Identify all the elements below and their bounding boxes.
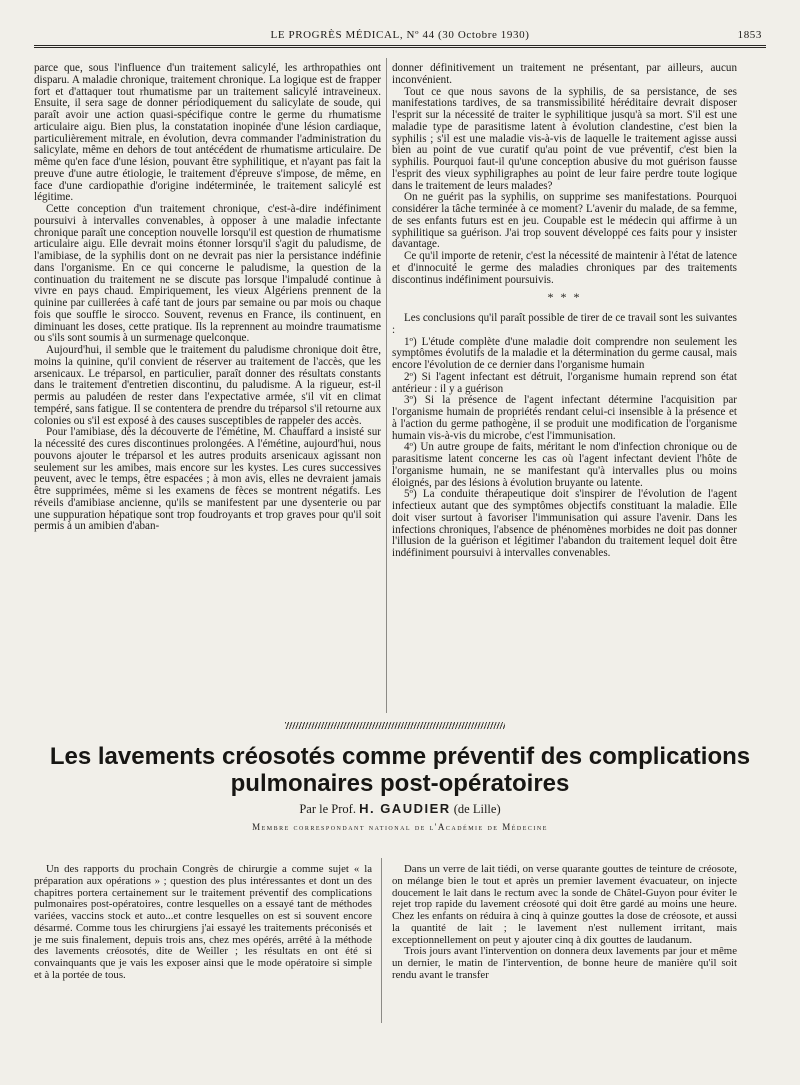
paragraph: Trois jours avant l'intervention on donnera deux lavements par jour et même un dernier, le matin de l'intervention, de bonne heure de manière qu'il soit rendu avant le transfer [392, 945, 737, 981]
paragraph: Dans un verre de lait tiédi, on verse quarante gouttes de teinture de créosote, on mélange bien le tout et après un premier lavement évacuateur, on injecte doucement le lait dans le rectum avec la sonde de Châtel-Guyon pour éviter le rejet trop rapide du lavement créosoté qui doit être gardé au moins une heure. Chez les enfants on réduira à cinq à quinze gouttes la dose de créosote, et aussi la quantité de lait ; le lavement n'est nullement irritant, mais exceptionnellement on peut y ajouter cinq à dix gouttes de laudanum. [392, 863, 737, 946]
conclusion-item: 4º) Un autre groupe de faits, méritant le nom d'infection chronique ou de parasitisme latent concerne les cas où l'agent infectant devient l'hôte de l'organisme humain, ne se manifestant qu'à intervalles plus ou moins éloignés, par des lésions à évolution bruyante ou latente. [392, 441, 737, 489]
page-number: 1853 [737, 29, 762, 41]
right-column-bottom [392, 864, 737, 982]
header-rule [34, 45, 766, 46]
paragraph: Un des rapports du prochain Congrès de chirurgie a comme sujet « la préparation aux opérations » ; question des plus intéressantes et dont un des chapitres portera certainement sur le traitement préventif des complications pulmonaires post-opératoires, contre lesquelles on a essayé tant de méthodes variées, vaccins stock et auto...et contre lesquelles on est si souvent encore désarmé. Comme tous les chirurgiens j'ai essayé les traitements préconisés et je me suis finalement, depuis trois ans, chez mes opérés, arrêté à la méthode des lavements créosotés, dite de Weiller ; les résultats en ont été si convainquants que je vais les exposer ainsi que le mode opératoire si simple et à la portée de tous. [34, 863, 372, 981]
left-column-top [34, 63, 381, 533]
article-title-line-2: pulmonaires post-opératoires [230, 770, 570, 797]
article-title [20, 743, 780, 797]
left-column-bottom [34, 864, 372, 982]
paragraph: donner définitivement un traitement ne présentant, par ailleurs, aucun inconvénient. [392, 62, 737, 86]
conclusion-item: 2º) Si l'agent infectant est détruit, l'organisme humain reprend son état antérieur : il y a guérison [392, 370, 737, 395]
paragraph: Ce qu'il importe de retenir, c'est la nécessité de maintenir à l'état de latence et d'innocuité le germe des maladies chroniques par des traitements discontinus indéfiniment poursuivis. [392, 250, 737, 286]
paragraph: Pour l'amibiase, dès la découverte de l'émétine, M. Chauffard a insisté sur la nécessité des cures discontinues prolongées. A l'émétine, aujourd'hui, nous pouvons ajouter le tréparsol et les autres produits arsenicaux agissant non seulement sur les amibes, mais encore sur les kystes. Les cures successives peuvent, avec le temps, être espacées ; à mon avis, elles ne devraient jamais être supprimées, même si les examens de fèces se montrent négatifs. Les réveils d'amibiase ancienne, qu'ils se manifestent par une dysenterie ou par une suppuration hépatique sont trop foudroyants et trop graves pour qu'il soit permis à un amibien d'aban- [34, 426, 381, 533]
article-title-line-1: Les lavements créosotés comme préventif des complications [49, 743, 751, 770]
paragraph: Aujourd'hui, il semble que le traitement du paludisme chronique doit être, moins la quinine, qu'il convient de réserver au traitement de l'accès, que les arsenicaux. Le tréparsol, en particulier, paraît donner des résultats constants dans le traitement d'entretien discontinu, du paludisme. A la rigueur, est-il permis au paludéen de rester dans l'expectative armée, s'il vit en climat tempéré, sans fatigue. Il se contentera de prendre du tréparsol s'il retourne aux colonies ou s'il est exposé à des causes susceptibles de rappeler des accès. [34, 344, 381, 427]
author-membership: Membre correspondant national de l'Académie de Médecine [252, 822, 548, 832]
paragraph: Tout ce que nous savons de la syphilis, de sa persistance, de ses manifestations tardives, de sa transmissibilité héréditaire devrait disposer l'esprit sur la nécessité de traiter le syphilitique jusqu'à sa mort. S'il est une maladie type de parasitisme latent à évolution clandestine, c'est bien la syphilis ; s'il est une maladie vis-à-vis de laquelle le traitement agisse aussi bien au point de vue curatif qu'au point de vue préventif, c'est bien la syphilis. Pourquoi faut-il qu'une conception abusive du mot guérison fausse l'esprit des vieux syphiligraphes au point de leur faire perdre toute logique dans le traitement de leurs malades? [392, 85, 737, 192]
paragraph: On ne guérit pas la syphilis, on supprime ses manifestations. Pourquoi considérer la tâche terminée à ce moment? L'avenir du malade, de sa femme, de ses enfants futurs est en jeu. Coupable est le médecin qui affirme à un syphilitique sa guérison. J'ai trop souvent développé ces faits pour y insister davantage. [392, 191, 737, 251]
section-asterism: * * * [547, 290, 582, 305]
byline-prefix: Par le Prof. [299, 802, 356, 816]
column-divider-top [386, 58, 387, 713]
decorative-separator [285, 722, 505, 729]
byline [0, 801, 800, 817]
conclusion-item: 5º) La conduite thérapeutique doit s'inspirer de l'évolution de l'agent infectieux autant que des symptômes objectifs constituant la maladie. Elle doit viser surtout à favoriser l'immunisation qui assure l'avenir. Dans les infections chroniques, l'absence de phénomènes morbides ne doit pas donner l'illusion de la guérison et légitimer l'abandon du traitement lequel doit être indéfiniment poursuivi à intervalles convenables. [392, 488, 737, 559]
running-header [34, 29, 766, 43]
paragraph: Les conclusions qu'il paraît possible de tirer de ce travail sont les suivantes : [392, 312, 737, 336]
paragraph: Cette conception d'un traitement chronique, c'est-à-dire indéfiniment poursuivi à intervalles convenables, à opposer à une maladie infectante chronique paraît une conception nouvelle lorsqu'il est question de rhumatisme articulaire aigu. Elle devrait moins étonner lorsqu'il s'agit du paludisme, de l'amibiase, de la syphilis dont on ne devrait pas nier la persistance indéfinie dans l'organisme. En ce qui concerne le paludisme, la question de la continuation du traitement ne se discute pas lorsque l'impaludé continue à vivre en pays chaud. Empiriquement, les vieux Algériens prennent de la quinine par cuillerées à café tant de jours par semaine ou par mois ou chaque fois que souffle le sirocco. Souvent, revenus en France, ils continuent, en diminuant les doses, cette pratique. Ils la reprennent au moindre traumatisme ou s'ils sont soumis à un surmenage quelconque. [34, 203, 381, 345]
right-column-top [392, 63, 737, 560]
header-rule-double [34, 47, 766, 48]
author-name: H. GAUDIER [359, 801, 451, 816]
author-city: (de Lille) [453, 802, 501, 816]
conclusion-item: 3º) Si la présence de l'agent infectant détermine l'acquisition par l'organisme humain de propriétés rendant celui-ci insensible à la présence et à l'action du germe pathogène, il se produit une modification de l'organisme humain vis-à-vis du microbe, c'est l'immunisation. [392, 394, 737, 442]
column-divider-bottom [381, 858, 382, 1023]
running-title: LE PROGRÈS MÉDICAL, Nº 44 (30 Octobre 1930) [270, 29, 530, 41]
conclusion-item: 1º) L'étude complète d'une maladie doit comprendre non seulement les symptômes évolutifs de la maladie et la détermination du germe causal, mais encore l'évolution de ce dernier dans l'organisme humain [392, 335, 737, 371]
paragraph: parce que, sous l'influence d'un traitement salicylé, les arthropathies ont disparu. A maladie chronique, traitement chronique. La logique est de frapper fort et d'attaquer tout rhumatisme par un traitement salicylé intraveineux. Ensuite, il sera sage de donner périodiquement du salicylate de soude, qui paraît avoir une action quasi-spécifique contre le germe du rhumatisme articulaire aigu. Bien plus, la constatation inopinée d'une lésion cardiaque, particulièrement mitrale, en évolution, devra commander l'administration du salicylate, même en dehors de tout antécédent de rhumatisme articulaire. De même qu'en face d'une lésion, pouvant être syphilitique, et n'ayant pas fait la preuve d'une autre étiologie, le traitement d'épreuve s'impose, de même, en face d'une cardiopathie d'origine indéterminée, le traitement salicylé est légitime. [34, 62, 381, 204]
